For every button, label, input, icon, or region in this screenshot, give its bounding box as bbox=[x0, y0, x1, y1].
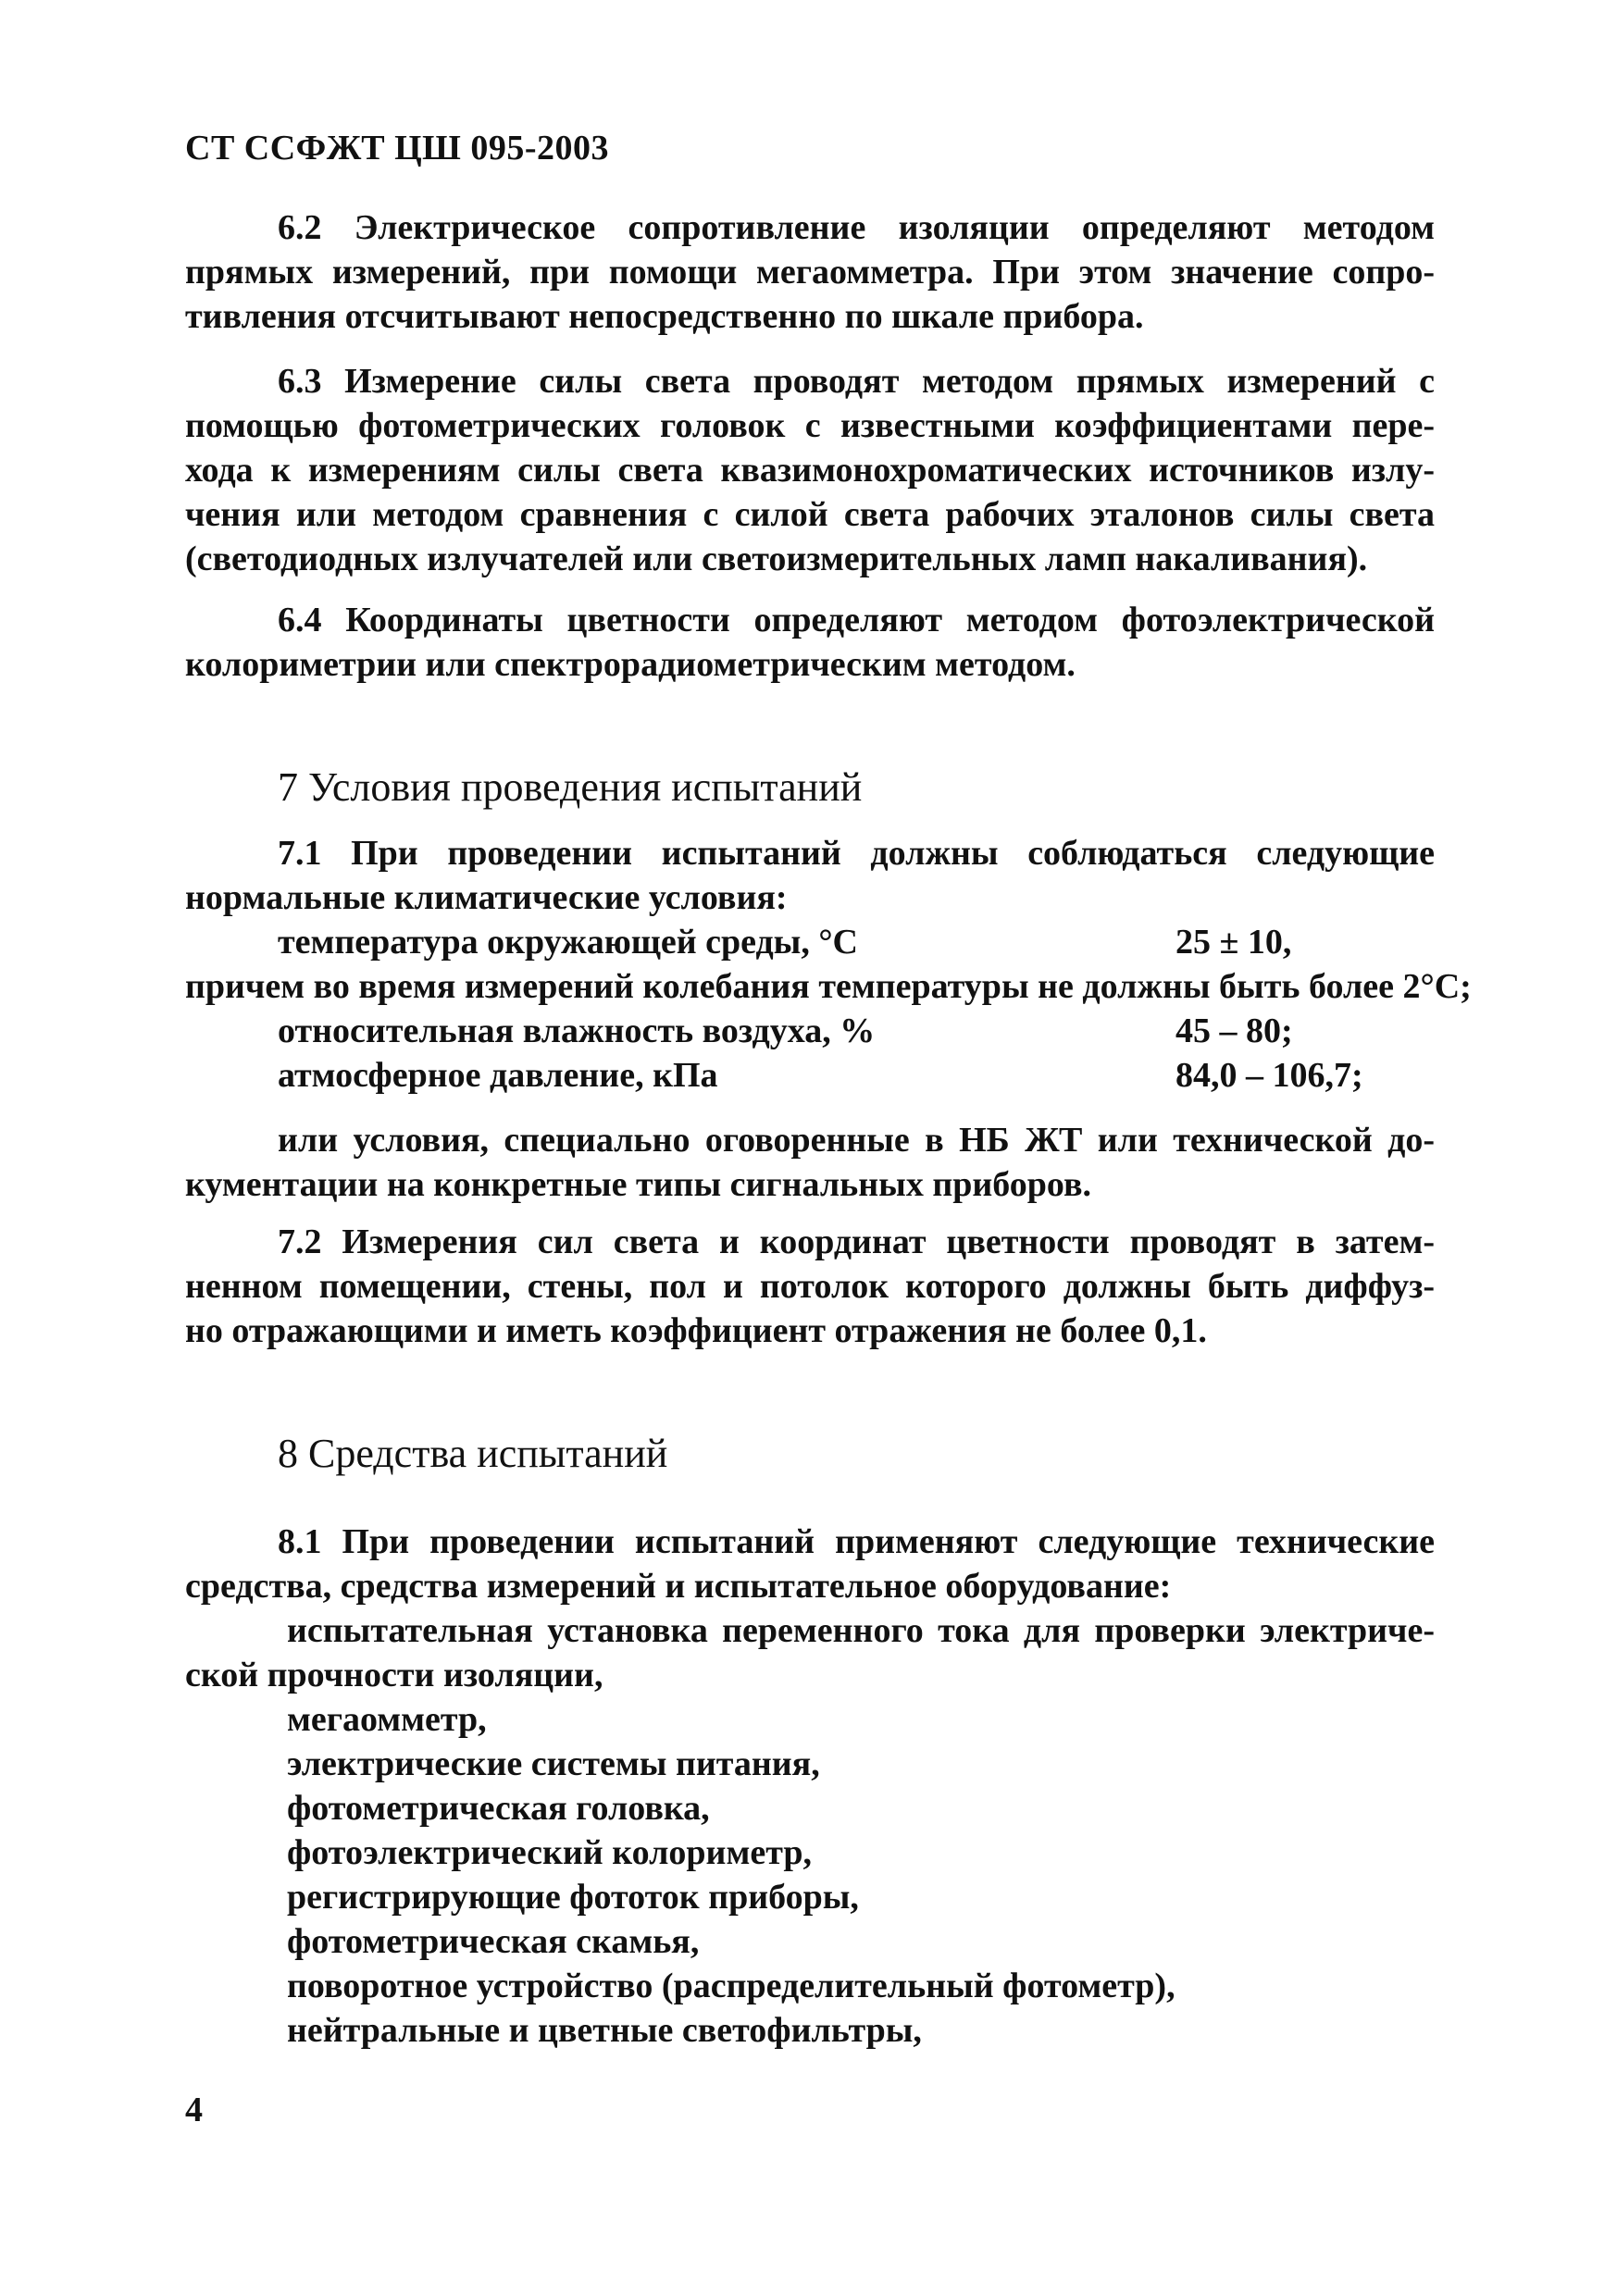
text-line: 8.1 При проведении испытаний применяют следующие технические bbox=[278, 1522, 1435, 1561]
paragraph-8-1 bbox=[185, 1520, 1435, 2053]
list-item: электрические системы питания, bbox=[287, 1744, 820, 1783]
text-line: колориметрии или спектрорадиометрическим методом. bbox=[185, 645, 1076, 684]
text-line: прямых измерений, при помощи мегаомметра. При этом значение сопро- bbox=[185, 253, 1435, 292]
list-item: фотометрическая скамья, bbox=[287, 1922, 700, 1961]
condition-note: причем во время измерений колебания температуры не должны быть более 2°С; bbox=[185, 967, 1472, 1006]
document-header: СТ ССФЖТ ЦШ 095-2003 bbox=[185, 129, 610, 168]
paragraph-7-1 bbox=[185, 831, 1472, 1098]
list-item: фотометрическая головка, bbox=[287, 1789, 710, 1828]
paragraph-6-3 bbox=[185, 359, 1435, 581]
text-line: кументации на конкретные типы сигнальных приборов. bbox=[185, 1165, 1091, 1204]
condition-label: температура окружающей среды, °С bbox=[278, 923, 858, 962]
text-line: 6.4 Координаты цветности определяют методом фотоэлектрической bbox=[278, 601, 1435, 639]
document-page bbox=[185, 0, 1472, 2296]
section-7-heading: 7 Условия проведения испытаний bbox=[278, 764, 863, 810]
condition-pressure bbox=[185, 1053, 1435, 1098]
list-item: нейтральные и цветные светофильтры, bbox=[287, 2011, 922, 2050]
list-item: испытательная установка переменного тока для проверки электриче- bbox=[287, 1611, 1435, 1650]
list-item: мегаомметр, bbox=[287, 1700, 487, 1739]
text-line: ненном помещении, стены, пол и потолок которого должны быть диффуз- bbox=[185, 1267, 1435, 1306]
condition-temperature bbox=[185, 920, 1435, 964]
text-line: 7.1 При проведении испытаний должны соблюдаться следующие bbox=[278, 834, 1435, 873]
section-8-heading: 8 Средства испытаний bbox=[278, 1431, 668, 1476]
list-item: регистрирующие фототок приборы, bbox=[287, 1878, 859, 1917]
paragraph-6-2 bbox=[185, 205, 1435, 339]
text-line: нормальные климатические условия: bbox=[185, 878, 788, 917]
text-line: или условия, специально оговоренные в НБ ЖТ или технической до- bbox=[278, 1121, 1435, 1160]
list-item: поворотное устройство (распределительный фотометр), bbox=[287, 1967, 1175, 2005]
text-line: 6.2 Электрическое сопротивление изоляции определяют методом bbox=[278, 208, 1435, 247]
text-line: тивления отсчитывают непосредственно по шкале прибора. bbox=[185, 297, 1144, 336]
condition-value: 25 ± 10, bbox=[1175, 923, 1292, 962]
text-line: хода к измерениям силы света квазимонохроматических источников излу- bbox=[185, 451, 1435, 490]
condition-value: 45 – 80; bbox=[1175, 1011, 1293, 1050]
text-line: (светодиодных излучателей или светоизмерительных ламп накаливания). bbox=[185, 540, 1368, 578]
condition-value: 84,0 – 106,7; bbox=[1175, 1056, 1363, 1095]
condition-label: атмосферное давление, кПа bbox=[278, 1056, 718, 1095]
text-line: помощью фотометрических головок с известными коэффициентами пере- bbox=[185, 406, 1435, 445]
text-line: 6.3 Измерение силы света проводят методом прямых измерений с bbox=[278, 362, 1435, 401]
text-line: средства, средства измерений и испытательное оборудование: bbox=[185, 1567, 1172, 1606]
condition-humidity bbox=[185, 1009, 1435, 1053]
paragraph-7-2 bbox=[185, 1220, 1435, 1353]
condition-label: относительная влажность воздуха, % bbox=[278, 1011, 876, 1050]
text-line: чения или методом сравнения с силой света рабочих эталонов силы света bbox=[185, 495, 1435, 534]
text-line: но отражающими и иметь коэффициент отражения не более 0,1. bbox=[185, 1311, 1207, 1350]
page-number: 4 bbox=[185, 2091, 203, 2129]
paragraph-6-4 bbox=[185, 598, 1435, 687]
list-item: фотоэлектрический колориметр, bbox=[287, 1833, 812, 1872]
paragraph-7-1-continued bbox=[185, 1118, 1435, 1207]
text-line: 7.2 Измерения сил света и координат цветности проводят в затем- bbox=[278, 1222, 1435, 1261]
list-item: ской прочности изоляции, bbox=[185, 1656, 603, 1694]
